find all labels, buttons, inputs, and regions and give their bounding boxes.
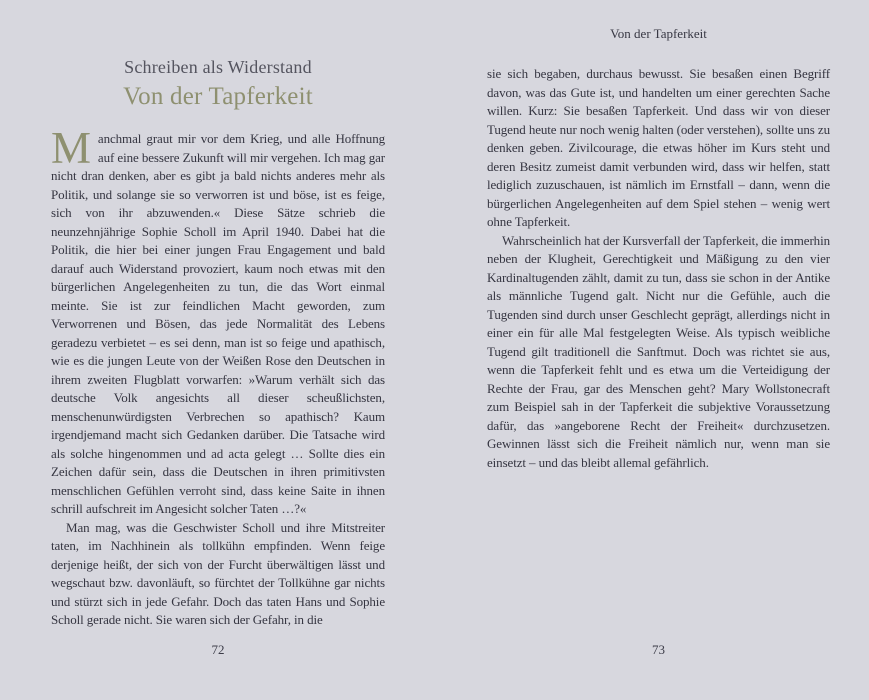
dropcap-letter: M (51, 123, 91, 173)
paragraph: sie sich begaben, durchaus bewusst. Sie besaßen einen Begriff davon, was das Gute ist, und handelten um einer gerechten Sache willen. Kurz: Sie besaßen Tapferkeit. Und dass wir von dieser Tugend heute nur noch wenig halten (oder verstehen), sollte uns zu denken geben. Zivilcourage, die etwas höher im Kurs steht und deren Besitz zumeist damit verbunden wird, dass wir helfen, statt lediglich zuzuschauen, ist nämlich im Ernstfall – dann, wenn die bürgerlichen Angelegenheiten auf dem Spiel stehen – wenig wert ohne Tapferkeit. (487, 66, 830, 229)
left-page-body (51, 123, 385, 630)
paragraph-text: anchmal graut mir vor dem Krieg, und alle Hoffnung auf eine bessere Zukunft will mir vergehen. Ich mag gar nicht dran denken, aber es gibt ja bald nichts anderes mehr als Politik, und solange sie so verworren ist und böse, ist es feige, sich von ihr abzuwenden.« Diese Sätze schrieb die neunzehnjährige Sophie Scholl im April 1940. Dabei hat die Politik, die hier bei einer jungen Frau Engagement und bald darauf auch Widerstand provoziert, kaum noch etwas mit den bürgerlichen Angelegenheiten zu tun, die das Wort einmal meinte. Sie ist zur feindlichen Macht geworden, zum Verworrenen und Bösen, das jede Normalität des Lebens geradezu verbietet – es sei denn, man ist so feige und apathisch, wie es die jungen Leute von der Weißen Rose den Deutschen in ihrem zweiten Flugblatt vorwarfen: »Warum verhält sich das deutsche Volk angesichts all dieser scheußlichsten, menschenunwürdigsten Verbrechen so apathisch? Kaum irgendjemand macht sich Gedanken darüber. Die Tatsache wird als solche hingenommen und ad acta gelegt … Sollte dies ein Zeichen dafür sein, dass die Deutschen in ihren primitivsten menschlichen Gefühlen verroht sind, dass keine Saite in ihnen schrill aufschreit im Angesicht solcher Taten …?« (51, 131, 385, 516)
chapter-series-heading: Schreiben als Widerstand (124, 57, 312, 77)
page-left (51, 0, 385, 700)
right-page-body (487, 65, 830, 472)
chapter-title: Von der Tapferkeit (123, 83, 313, 110)
chapter-heading-block (51, 57, 385, 111)
page-number-left: 72 (211, 642, 225, 657)
page-number-right: 73 (652, 642, 665, 657)
paragraph: Man mag, was die Geschwister Scholl und ihre Mitstreiter taten, im Nachhinein als tollkühn empfinden. Wenn feige derjenige heißt, der sich von der Furcht überwältigen lässt und wegschaut bzw. davonläuft, so fürchtet der Tollkühne gar nichts und stürzt sich in jede Gefahr. Doch das taten Hans und Sophie Scholl gerade nicht. Sie waren sich der Gefahr, in die (51, 519, 385, 627)
running-head: Von der Tapferkeit (610, 26, 707, 41)
paragraph: Wahrscheinlich hat der Kursverfall der Tapferkeit, die immerhin neben der Klugheit, Gerechtigkeit und Mäßigung zu den vier Kardinaltugenden zählt, damit zu tun, dass sie schon in der Antike als männliche Tugend galt. Nicht nur die Gefühle, auch die Tugenden sind durch unser Geschlecht geprägt, allerdings nicht in einer ein für alle Mal festgelegten Weise. Als typisch weibliche Tugend gilt traditionell die Sanftmut. Doch was richtet sie aus, wenn die Tapferkeit fehlt und es etwa um die Verteidigung der Rechte der Frau, gar des Menschen geht? Mary Wollstonecraft zum Beispiel sah in der Tapferkeit die subjektive Voraussetzung dafür, das »angeborene Recht der Freiheit« durchzusetzen. Gewinnen lässt sich die Freiheit nämlich nur, wenn man sie einsetzt – und das bleibt allemal gefährlich. (487, 232, 830, 470)
page-right (487, 0, 830, 700)
paragraph (51, 123, 385, 519)
